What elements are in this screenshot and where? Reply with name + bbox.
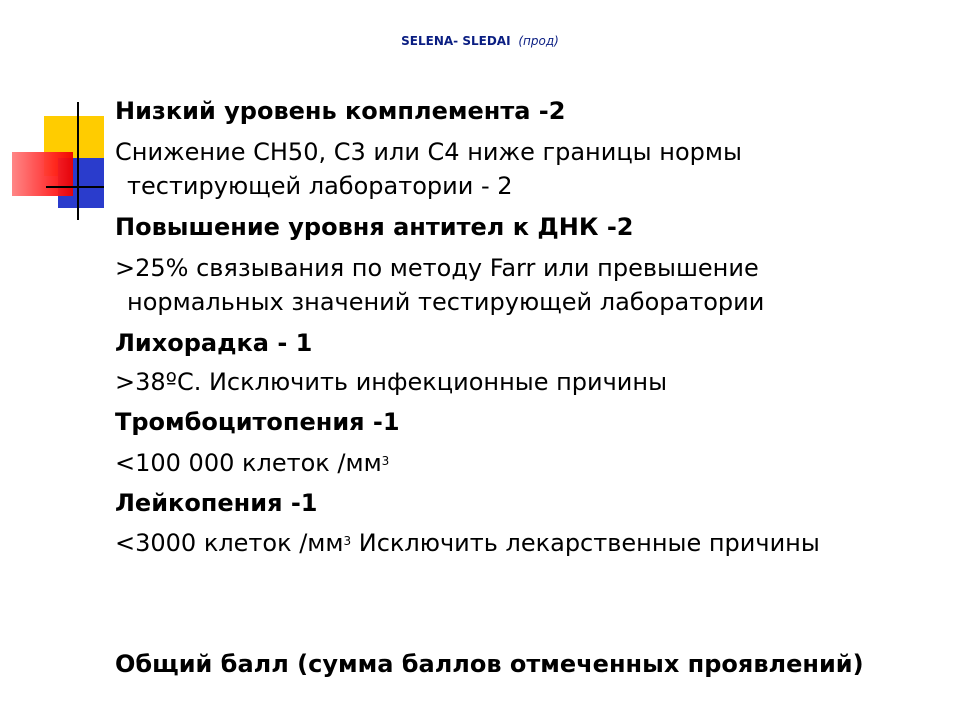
slide-title <box>0 34 960 48</box>
item-heading-thrombocytopenia: Тромбоцитопения -1 <box>115 408 400 436</box>
leukopenia-note-text: Исключить лекарственные причины <box>351 529 820 557</box>
item-detail-anti-dna-2: нормальных значений тестирующей лаборатории <box>127 288 765 316</box>
slide-title-sub: (прод) <box>518 34 559 48</box>
decorative-squares-graphic <box>0 0 110 220</box>
leukopenia-count-text: <3000 клеток /мм <box>115 529 344 557</box>
item-detail-complement-1: Снижение СН50, С3 или С4 ниже границы нормы <box>115 138 742 166</box>
item-detail-leukopenia <box>115 527 820 559</box>
slide-title-main: SELENA- SLEDAI <box>401 34 511 48</box>
leukopenia-superscript: 3 <box>343 534 352 548</box>
total-score-line: Общий балл (сумма баллов отмеченных проявлений) <box>115 650 864 678</box>
thrombocytopenia-superscript: 3 <box>381 454 390 468</box>
vertical-line <box>77 102 79 220</box>
thrombocytopenia-count-text: <100 000 клеток /мм <box>115 449 382 477</box>
item-heading-leukopenia: Лейкопения -1 <box>115 489 318 517</box>
item-detail-complement-2: тестирующей лаборатории - 2 <box>127 172 513 200</box>
item-heading-complement: Низкий уровень комплемента -2 <box>115 97 566 125</box>
item-detail-anti-dna-1: >25% связывания по методу Farr или превышение <box>115 254 759 282</box>
item-detail-fever: >38ºС. Исключить инфекционные причины <box>115 368 668 396</box>
red-square <box>12 152 73 196</box>
item-heading-anti-dna: Повышение уровня антител к ДНК -2 <box>115 213 634 241</box>
item-detail-thrombocytopenia <box>115 447 389 479</box>
horizontal-line <box>46 186 104 188</box>
item-heading-fever: Лихорадка - 1 <box>115 329 313 357</box>
